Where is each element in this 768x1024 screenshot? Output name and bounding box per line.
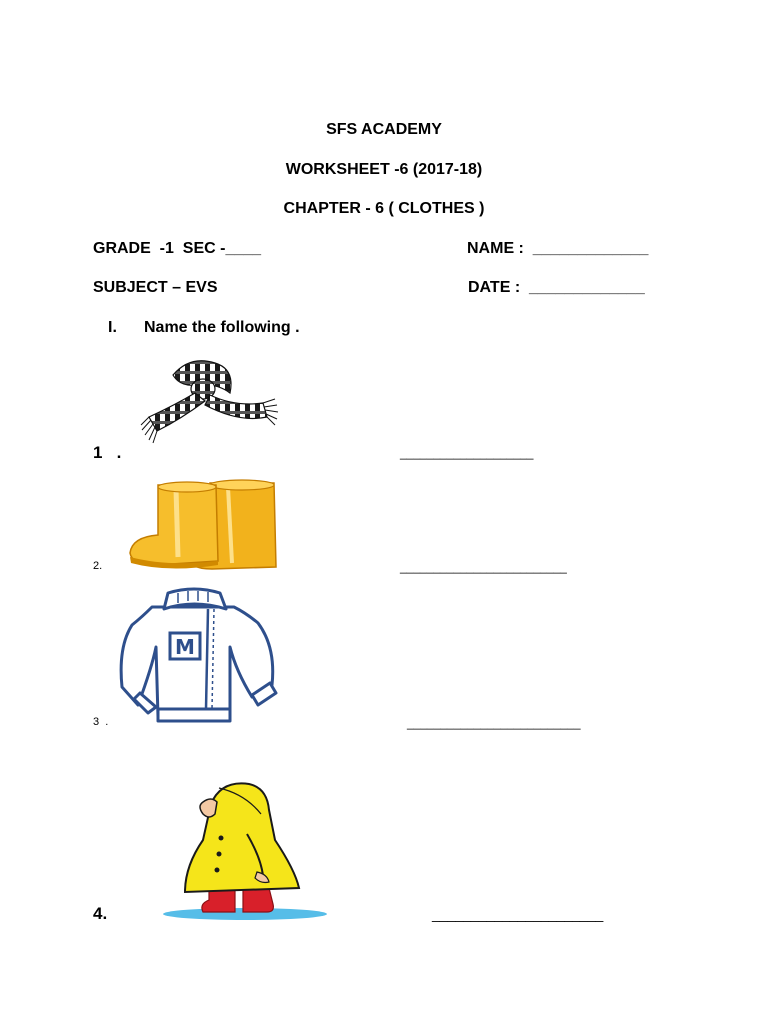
sweater-jacket-icon (112, 587, 282, 729)
question-2-number: 2. (93, 560, 103, 572)
scarf-icon (135, 355, 280, 455)
worksheet-title: WORKSHEET -6 (2017-18) (285, 161, 483, 178)
question-3-answer-line[interactable]: __________________________ (407, 716, 581, 730)
subject-label: SUBJECT – EVS (93, 279, 218, 296)
question-4-number: 4. (93, 904, 108, 923)
question-4-answer-line[interactable]: ______________________ (432, 906, 604, 922)
grade-section-field[interactable]: GRADE -1 SEC -____ (93, 240, 262, 257)
section-numeral: I. (108, 319, 117, 336)
raincoat-icon (163, 780, 328, 922)
rain-boots-icon (128, 477, 283, 575)
chapter-title: CHAPTER - 6 ( CLOTHES ) (283, 200, 485, 217)
jacket-logo-letter: M (175, 635, 195, 659)
school-name: SFS ACADEMY (326, 121, 442, 138)
question-1-answer-line[interactable]: ____________________ (400, 446, 534, 460)
question-2-answer-line[interactable]: _________________________ (400, 560, 567, 574)
section-title: Name the following . (144, 319, 300, 336)
date-field[interactable]: DATE : _____________ (468, 279, 645, 296)
name-field[interactable]: NAME : _____________ (467, 240, 649, 257)
question-3-number: 3 . (93, 716, 109, 728)
question-1-number: 1 . (93, 443, 122, 462)
